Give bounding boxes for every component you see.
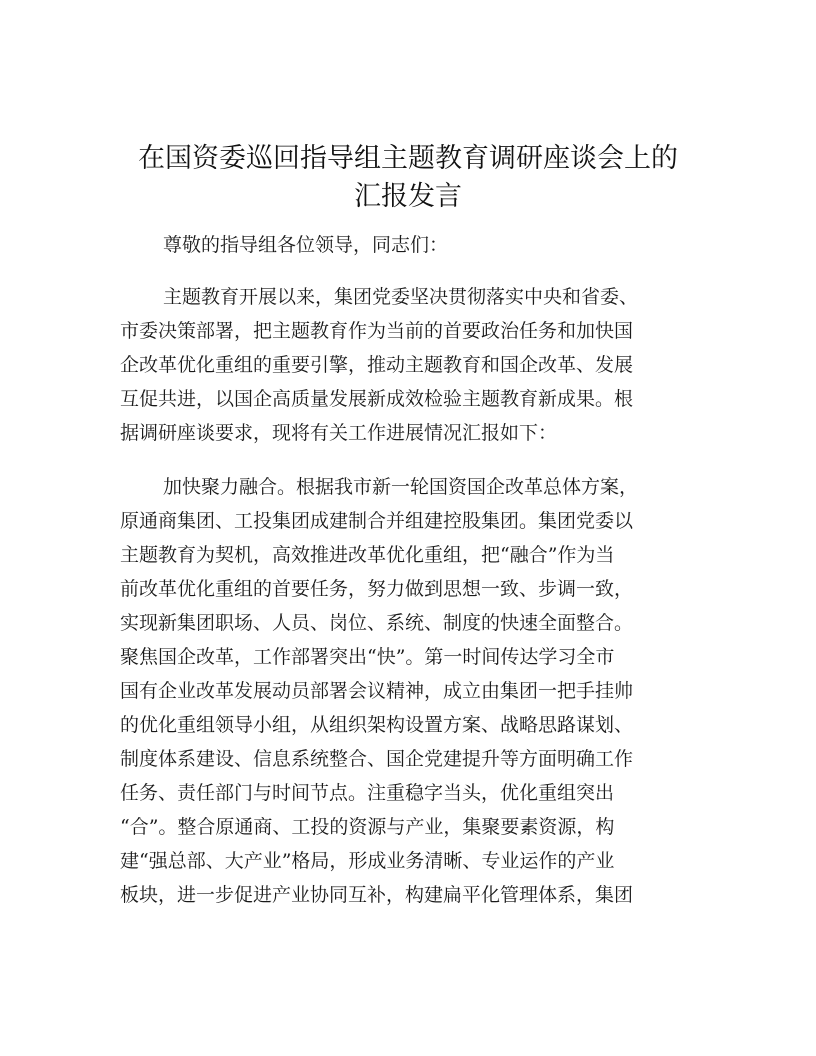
paragraph-line: 聚焦国企改革，工作部署突出“快”。第一时间传达学习全市 (120, 646, 615, 668)
paragraph-intro (120, 280, 696, 450)
salutation-text: 尊敬的指导组各位领导，同志们： (163, 234, 449, 256)
paragraph-line: 市委决策部署，把主题教育作为当前的首要政治任务和加快国 (120, 320, 634, 342)
paragraph-integration (120, 470, 696, 912)
document-title (120, 140, 696, 216)
title-line-1: 在国资委巡回指导组主题教育调研座谈会上的 (138, 143, 678, 174)
title-line-2: 汇报发言 (354, 181, 462, 212)
paragraph-line: 实现新集团职场、人员、岗位、系统、制度的快速全面整合。 (120, 612, 634, 634)
paragraph-line: “合”。整合原通商、工投的资源与产业，集聚要素资源，构 (120, 816, 615, 838)
paragraph-line: 主题教育为契机，高效推进改革优化重组，把“融合”作为当 (120, 544, 615, 566)
paragraph-line: 前改革优化重组的首要任务，努力做到思想一致、步调一致， (120, 578, 634, 600)
paragraph-line: 原通商集团、工投集团成建制合并组建控股集团。集团党委以 (120, 510, 634, 532)
paragraph-line: 企改革优化重组的重要引擎，推动主题教育和国企改革、发展 (120, 354, 634, 376)
paragraph-line: 任务、责任部门与时间节点。注重稳字当头，优化重组突出 (120, 782, 615, 804)
paragraph-line: 板块，进一步促进产业协同互补，构建扁平化管理体系，集团 (120, 884, 634, 906)
paragraph-line: 建“强总部、大产业”格局，形成业务清晰、专业运作的产业 (120, 850, 615, 872)
paragraph-line: 加快聚力融合。根据我市新一轮国资国企改革总体方案， (163, 476, 639, 498)
paragraph-line: 互促共进，以国企高质量发展新成效检验主题教育新成果。根 (120, 388, 634, 410)
paragraph-line: 国有企业改革发展动员部署会议精神，成立由集团一把手挂帅 (120, 680, 634, 702)
salutation (120, 228, 696, 262)
paragraph-line: 制度体系建设、信息系统整合、国企党建提升等方面明确工作 (120, 748, 634, 770)
paragraph-line: 的优化重组领导小组，从组织架构设置方案、战略思路谋划、 (120, 714, 634, 736)
paragraph-line: 主题教育开展以来，集团党委坚决贯彻落实中央和省委、 (163, 286, 639, 308)
paragraph-line: 据调研座谈要求，现将有关工作进展情况汇报如下： (120, 422, 558, 444)
